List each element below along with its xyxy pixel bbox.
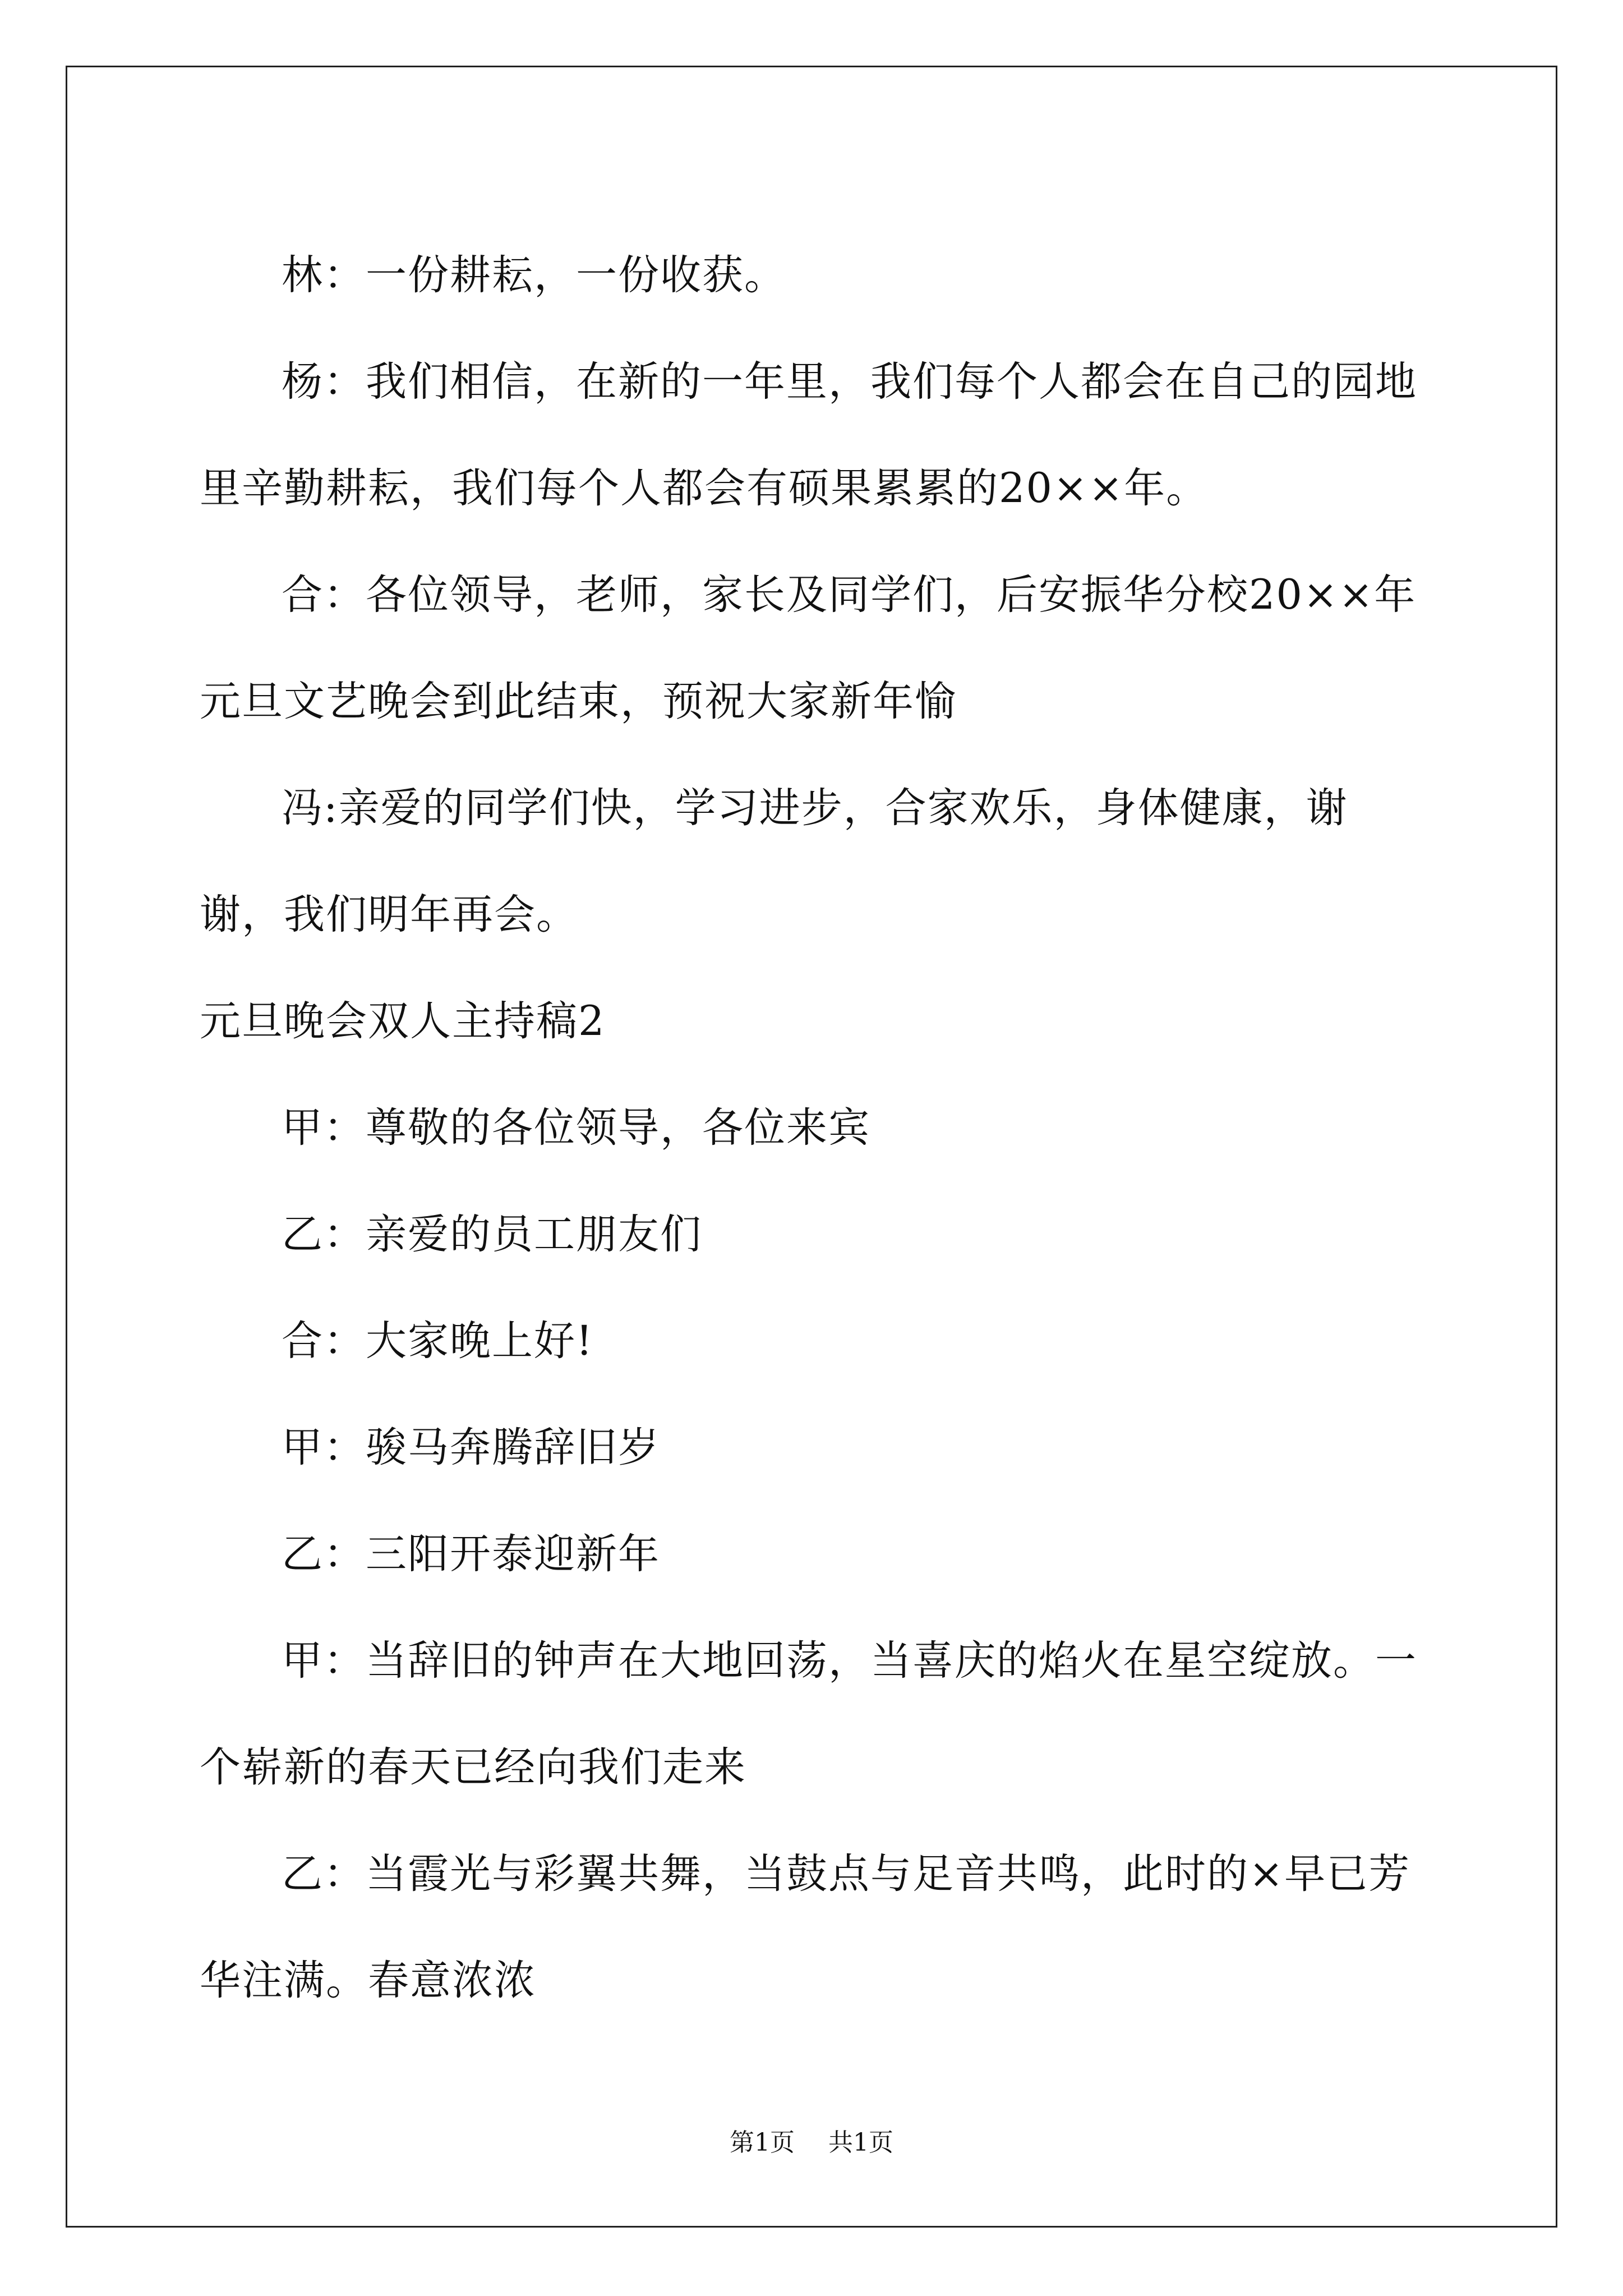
paragraph-yi-2: 乙：三阳开泰迎新年 [282, 1530, 660, 1578]
page-number-total: 共1页 [828, 2128, 893, 2157]
paragraph-lin: 林：一份耕耘，一份收获。 [282, 251, 786, 299]
paragraph-yi-1: 乙：亲爱的员工朋友们 [282, 1211, 702, 1258]
paragraph-feng: 冯:亲爱的同学们快，学习进步，合家欢乐，身体健康，谢谢，我们明年再会。 [200, 784, 1348, 938]
section-heading: 元旦晚会双人主持稿2 [200, 997, 606, 1045]
paragraph-yi-3: 乙：当霞光与彩翼共舞，当鼓点与足音共鸣，此时的×早已芳华注满。春意浓浓 [200, 1850, 1411, 2004]
paragraph-jia-3: 甲：当辞旧的钟声在大地回荡，当喜庆的焰火在星空绽放。一个崭新的春天已经向我们走来 [200, 1637, 1417, 1791]
paragraph-he-1: 合：各位领导，老师，家长及同学们，后安振华分校20××年元旦文艺晚会到此结束，预祝大家新年愉 [200, 571, 1417, 725]
page-number-current: 第1页 [730, 2128, 795, 2157]
paragraph-yang: 杨：我们相信，在新的一年里，我们每个人都会在自己的园地里辛勤耕耘，我们每个人都会有硕果累累的20××年。 [200, 358, 1417, 512]
page-footer [0, 2126, 1623, 2160]
paragraph-jia-1: 甲：尊敬的各位领导，各位来宾 [282, 1104, 870, 1152]
paragraph-jia-2: 甲：骏马奔腾辞旧岁 [282, 1424, 660, 1471]
document-body [200, 222, 1429, 2034]
paragraph-he-2: 合：大家晚上好! [282, 1317, 594, 1365]
